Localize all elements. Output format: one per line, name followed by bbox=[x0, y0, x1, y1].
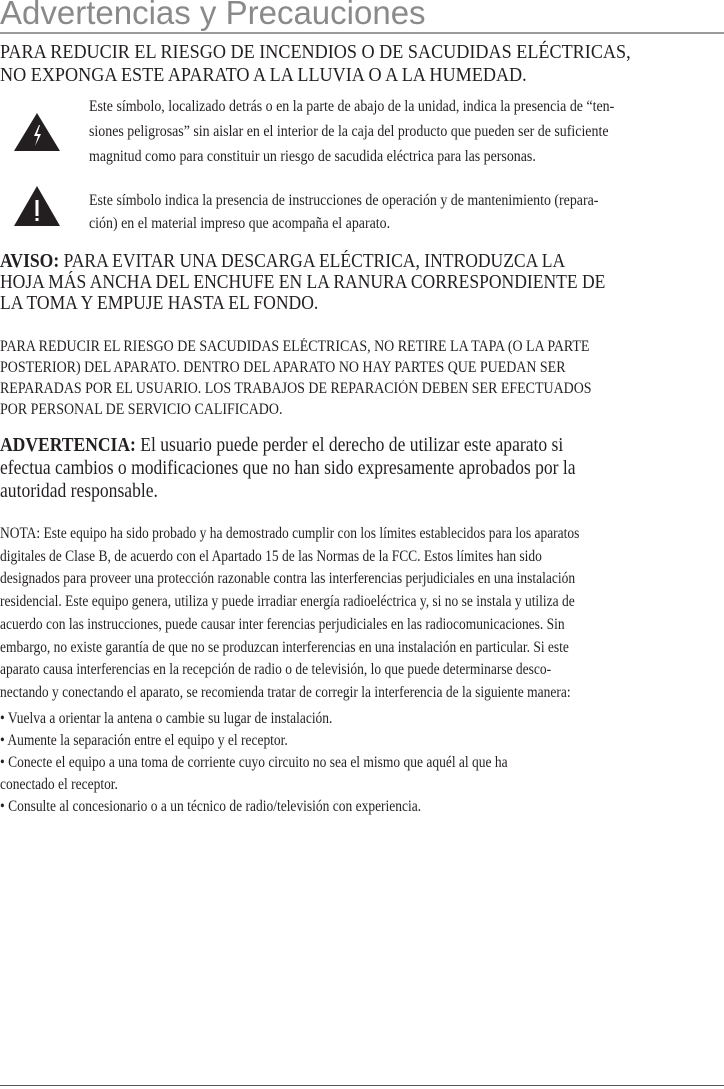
aviso-line: HOJA MÁS ANCHA DEL ENCHUFE EN LA RANURA CORRESPONDIENTE DE bbox=[0, 272, 606, 293]
bullet-item: • Aumente la separación entre el equipo y el receptor. bbox=[0, 732, 288, 749]
advertencia-text: El usuario puede perder el derecho de utilizar este aparato si bbox=[135, 435, 564, 456]
nota-line: nectando y conectando el aparato, se recomienda tratar de corregir la interferencia de la siguiente manera: bbox=[0, 683, 571, 701]
nota-line: embargo, no existe garantía de que no se produzcan interferencias en una instalación en particular. Si este bbox=[0, 638, 569, 656]
bullet-item: • Vuelva a orientar la antena o cambie su lugar de instalación. bbox=[0, 710, 333, 727]
nota-line: acuerdo con las instrucciones, puede causar inter ferencias perjudiciales en las radiocomunicaciones. Sin bbox=[0, 615, 565, 633]
bullet-item: conectado el receptor. bbox=[0, 776, 118, 793]
high-voltage-warning-icon bbox=[14, 113, 60, 151]
bullet-item: • Conecte el equipo a una toma de corriente cuyo circuito no sea el mismo que aquél al que ha bbox=[0, 754, 508, 771]
aviso-line bbox=[0, 251, 565, 273]
bottom-divider bbox=[0, 1085, 724, 1086]
title-divider bbox=[0, 32, 724, 34]
exclamation-warning-icon bbox=[14, 186, 60, 226]
bullet-item: • Consulte al concesionario o a un técnico de radio/televisión con experiencia. bbox=[0, 798, 422, 815]
tapa-line: REPARADAS POR EL USUARIO. LOS TRABAJOS DE REPARACIÓN DEBEN SER EFECTUADOS bbox=[0, 380, 592, 397]
heading-line: PARA REDUCIR EL RIESGO DE INCENDIOS O DE SACUDIDAS ELÉCTRICAS, bbox=[0, 41, 631, 63]
nota-line: aparato causa interferencias en la recepción de radio o de televisión, lo que puede determinarse desco- bbox=[0, 661, 552, 679]
advertencia-line: efectua cambios o modificaciones que no han sido expresamente aprobados por la bbox=[0, 458, 576, 479]
aviso-label: AVISO: bbox=[0, 251, 60, 272]
symbol2-text: ción) en el material impreso que acompaña el aparato. bbox=[89, 215, 391, 232]
symbol1-text: siones peligrosas” sin aislar en el interior de la caja del producto que pueden ser de suficiente bbox=[89, 123, 609, 140]
tapa-line: POR PERSONAL DE SERVICIO CALIFICADO. bbox=[0, 401, 283, 418]
advertencia-line: autoridad responsable. bbox=[0, 481, 158, 502]
nota-line: residencial. Este equipo genera, utiliza y puede irradiar energía radioeléctrica y, si no se instala y utiliza de bbox=[0, 593, 575, 611]
nota-line: NOTA: Este equipo ha sido probado y ha demostrado cumplir con los límites establecidos para los aparatos bbox=[0, 525, 580, 542]
tapa-line: POSTERIOR) DEL APARATO. DENTRO DEL APARATO NO HAY PARTES QUE PUEDAN SER bbox=[0, 359, 566, 376]
nota-line: designados para proveer una protección razonable contra las interferencias perjudiciales en una instalación bbox=[0, 570, 576, 588]
advertencia-label: ADVERTENCIA: bbox=[0, 435, 136, 456]
heading-line: NO EXPONGA ESTE APARATO A LA LLUVIA O A LA HUMEDAD. bbox=[0, 64, 527, 86]
nota-line: digitales de Clase B, de acuerdo con el Apartado 15 de las Normas de la FCC. Estos límites han sido bbox=[0, 547, 542, 565]
symbol1-text: magnitud como para constituir un riesgo de sacudida eléctrica para las personas. bbox=[89, 148, 536, 165]
aviso-line: LA TOMA Y EMPUJE HASTA EL FONDO. bbox=[0, 293, 319, 314]
symbol1-text: Este símbolo, localizado detrás o en la parte de abajo de la unidad, indica la presencia de “ten- bbox=[89, 98, 615, 115]
advertencia-line bbox=[0, 435, 563, 457]
aviso-text: PARA EVITAR UNA DESCARGA ELÉCTRICA, INTRODUZCA LA bbox=[59, 251, 566, 272]
page-title: Advertencias y Precauciones bbox=[0, 0, 426, 31]
tapa-line: PARA REDUCIR EL RIESGO DE SACUDIDAS ELÉCTRICAS, NO RETIRE LA TAPA (O LA PARTE bbox=[0, 338, 590, 355]
symbol2-text: Este símbolo indica la presencia de instrucciones de operación y de mantenimiento (repara- bbox=[89, 192, 599, 209]
